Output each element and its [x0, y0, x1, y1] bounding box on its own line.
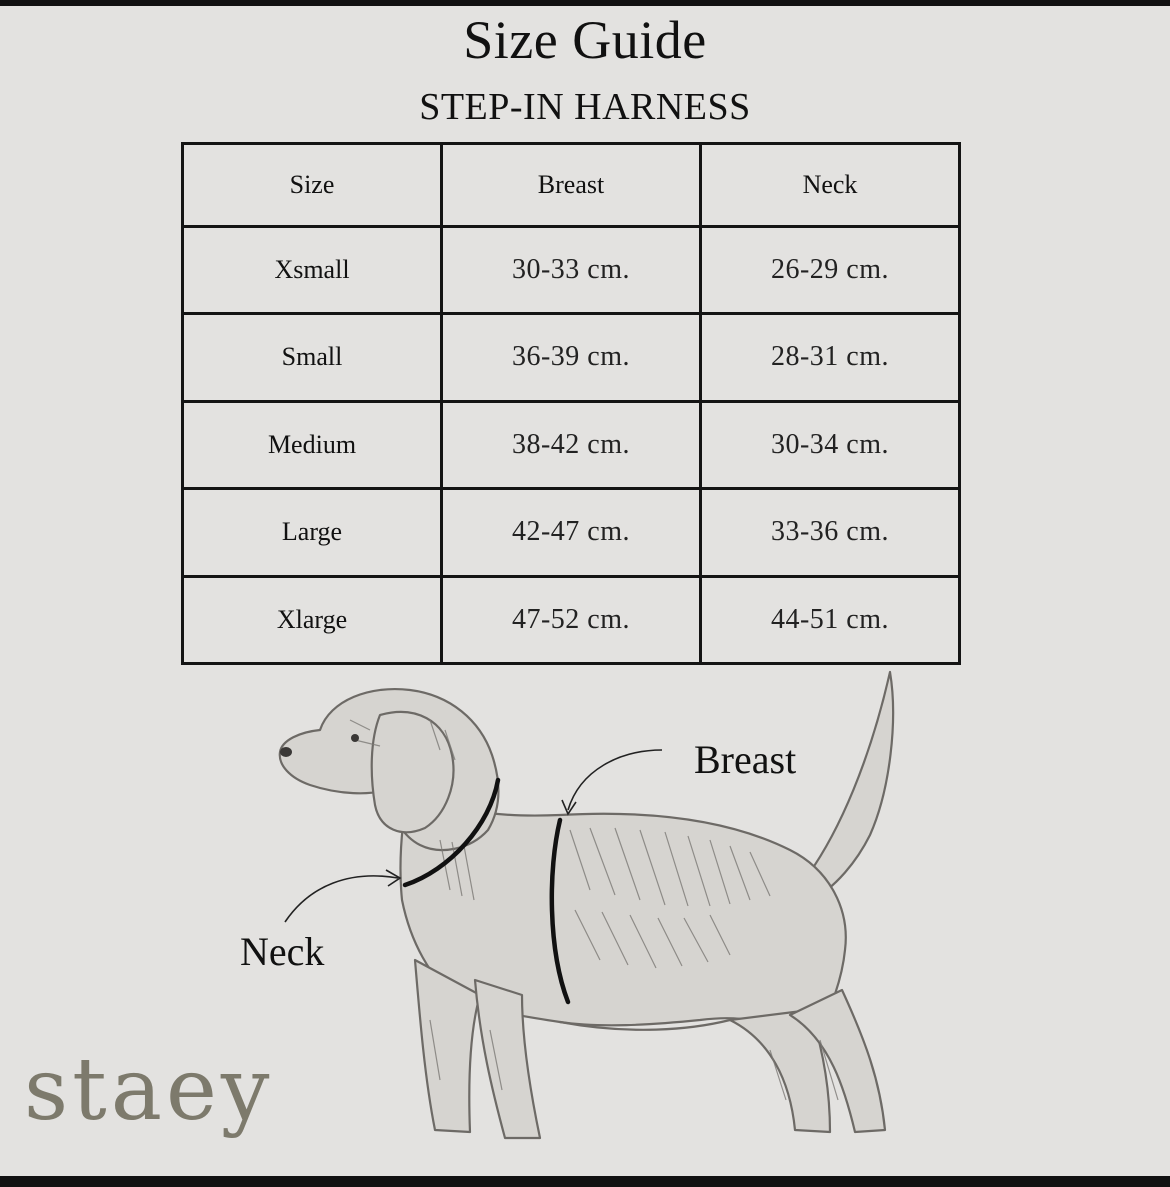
- breast-cell: 47-52 cm.: [442, 576, 701, 664]
- page-subtitle: STEP-IN HARNESS: [419, 86, 751, 128]
- size-cell: Medium: [183, 401, 442, 489]
- size-cell: Small: [183, 314, 442, 402]
- neck-cell: 30-34 cm.: [701, 401, 960, 489]
- table-row: [183, 226, 960, 314]
- column-header-breast: Breast: [442, 144, 701, 227]
- breast-cell: 42-47 cm.: [442, 489, 701, 577]
- table-header-row: [183, 144, 960, 227]
- top-border: [0, 0, 1170, 6]
- breast-label: Breast: [694, 737, 797, 782]
- breast-cell: 38-42 cm.: [442, 401, 701, 489]
- brand-logo: staey: [24, 1040, 274, 1140]
- dog-sketch-icon: [230, 660, 930, 1180]
- neck-cell: 28-31 cm.: [701, 314, 960, 402]
- table-row: [183, 489, 960, 577]
- size-table: [181, 142, 961, 665]
- table-row: [183, 401, 960, 489]
- neck-cell: 26-29 cm.: [701, 226, 960, 314]
- bottom-border: [0, 1176, 1170, 1187]
- neck-cell: 44-51 cm.: [701, 576, 960, 664]
- breast-cell: 30-33 cm.: [442, 226, 701, 314]
- size-cell: Xsmall: [183, 226, 442, 314]
- table-row: [183, 576, 960, 664]
- size-cell: Xlarge: [183, 576, 442, 664]
- breast-cell: 36-39 cm.: [442, 314, 701, 402]
- page-title: Size Guide: [463, 10, 707, 70]
- column-header-neck: Neck: [701, 144, 960, 227]
- size-cell: Large: [183, 489, 442, 577]
- neck-label: Neck: [240, 929, 325, 974]
- neck-cell: 33-36 cm.: [701, 489, 960, 577]
- column-header-size: Size: [183, 144, 442, 227]
- table-row: [183, 314, 960, 402]
